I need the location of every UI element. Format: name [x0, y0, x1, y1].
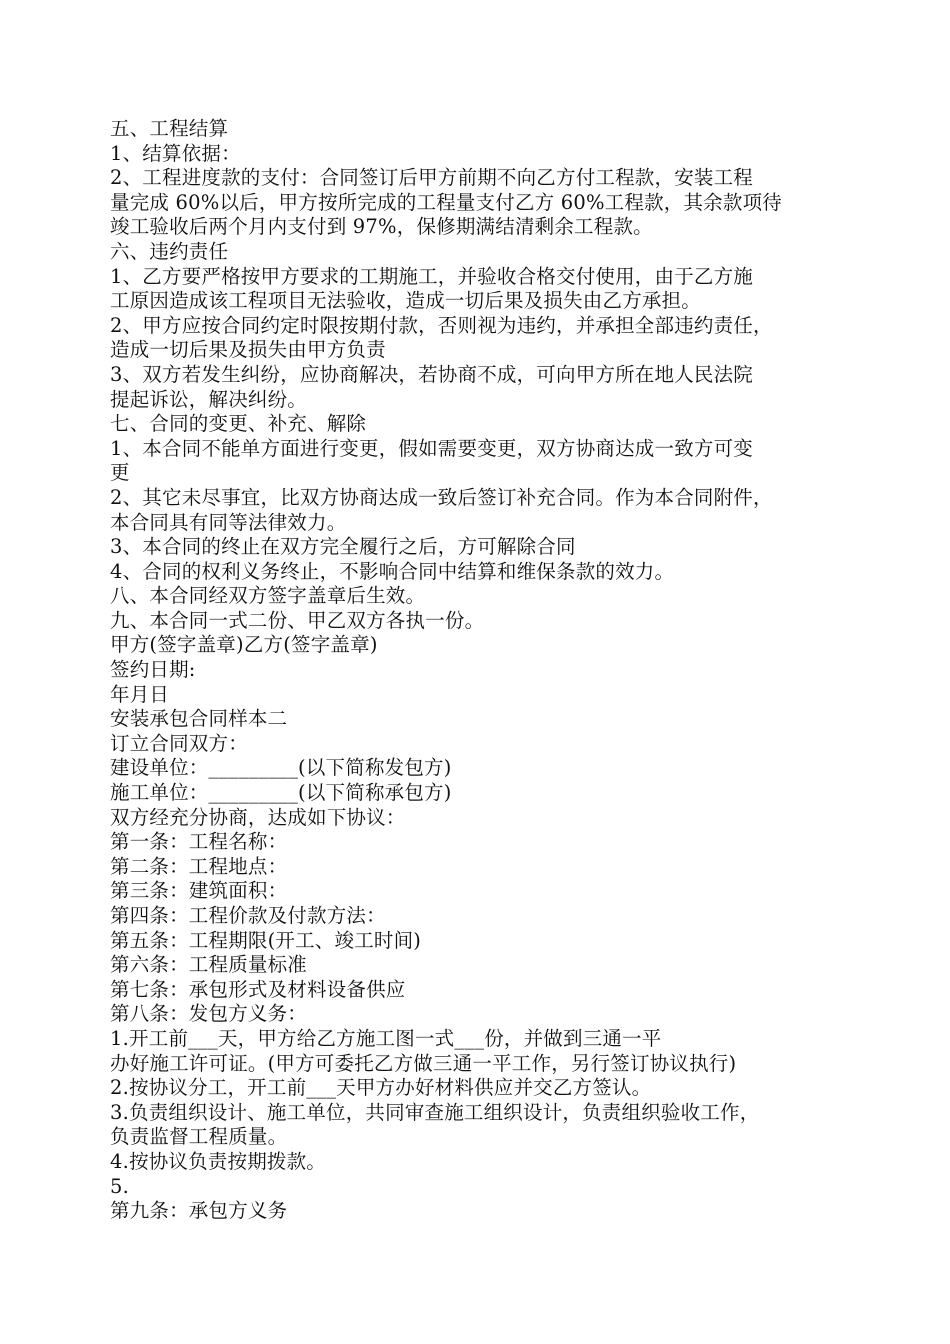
paragraph-line: 2、甲方应按合同约定时限按期付款，否则视为违约，并承担全部违约责任，	[110, 313, 773, 337]
article-line: 第二条：工程地点：	[110, 854, 288, 878]
article-line: 第九条：承包方义务	[110, 1199, 288, 1223]
paragraph-line: 4.按协议负责按期拨款。	[110, 1149, 327, 1173]
signature-line: 甲方(签字盖章)乙方(签字盖章)	[110, 633, 378, 657]
paragraph-line: 本合同具有同等法律效力。	[110, 510, 347, 534]
section-heading-copies: 九、本合同一式二份、甲乙双方各执一份。	[110, 608, 485, 632]
paragraph-line: 造成一切后果及损失由甲方负责	[110, 338, 386, 362]
article-line: 第四条：工程价款及付款方法：	[110, 904, 386, 927]
article-line: 第八条：发包方义务：	[110, 1002, 308, 1026]
paragraph-line: 订立合同双方：	[110, 731, 248, 755]
paragraph-line: 量完成 60%以后，甲方按所完成的工程量支付乙方 60%工程款，其余款项待	[110, 190, 782, 214]
paragraph-line: 1、乙方要严格按甲方要求的工期施工，并验收合格交付使用，由于乙方施	[110, 264, 754, 288]
paragraph-line: 2、其它未尽事宜，比双方协商达成一致后签订补充合同。作为本合同附件，	[110, 485, 773, 509]
paragraph-line: 办好施工许可证。(甲方可委托乙方做三通一平工作，另行签订协议执行)	[110, 1051, 737, 1075]
section-heading-amendment: 七、合同的变更、补充、解除	[110, 412, 367, 436]
paragraph-line: 3.负责组织设计、施工单位，共同审查施工组织设计，负责组织验收工作，	[110, 1100, 760, 1124]
paragraph-line: 3、本合同的终止在双方完全履行之后，方可解除合同	[110, 535, 576, 559]
party-contractor-line: 施工单位：_________(以下简称承包方)	[110, 781, 452, 805]
article-line: 第五条：工程期限(开工、竣工时间)	[110, 928, 422, 952]
section-heading-settlement: 五、工程结算	[110, 117, 229, 140]
paragraph-line: 3、双方若发生纠纷，应协商解决，若协商不成，可向甲方所在地人民法院	[110, 362, 754, 386]
paragraph-line: 负责监督工程质量。	[110, 1125, 288, 1149]
paragraph-line: 2.按协议分工，开工前___天甲方办好材料供应并交乙方签认。	[110, 1076, 652, 1100]
section-heading-liability: 六、违约责任	[110, 239, 229, 263]
date-placeholder: 年月日	[110, 682, 170, 706]
paragraph-line: 1、结算依据：	[110, 141, 241, 165]
article-line: 第一条：工程名称：	[110, 830, 288, 854]
paragraph-line: 4、合同的权利义务终止，不影响合同中结算和维保条款的效力。	[110, 559, 675, 583]
paragraph-line: 竣工验收后两个月内支付到 97%，保修期满结清剩余工程款。	[110, 215, 653, 239]
article-line: 第三条：建筑面积：	[110, 879, 288, 903]
paragraph-line: 双方经充分协商，达成如下协议：	[110, 805, 406, 829]
paragraph-line: 1、本合同不能单方面进行变更，假如需要变更，双方协商达成一致方可变	[110, 436, 754, 460]
article-line: 第七条：承包形式及材料设备供应	[110, 977, 406, 1001]
section-heading-effective: 八、本合同经双方签字盖章后生效。	[110, 584, 426, 608]
paragraph-line: 工原因造成该工程项目无法验收，造成一切后果及损失由乙方承担。	[110, 289, 702, 313]
article-line: 第六条：工程质量标准	[110, 953, 308, 977]
paragraph-line: 2、工程进度款的支付：合同签订后甲方前期不向乙方付工程款，安装工程	[110, 166, 754, 190]
paragraph-line: 提起诉讼，解决纠纷。	[110, 387, 308, 411]
party-builder-line: 建设单位：_________(以下简称发包方)	[110, 756, 452, 780]
document-body	[110, 117, 870, 1224]
paragraph-line: 1.开工前___天，甲方给乙方施工图一式___份，并做到三通一平	[110, 1026, 662, 1050]
paragraph-line: 更	[110, 461, 130, 485]
paragraph-line: 5.	[110, 1174, 130, 1198]
document-subtitle: 安装承包合同样本二	[110, 707, 288, 731]
signing-date-label: 签约日期:	[110, 658, 196, 682]
